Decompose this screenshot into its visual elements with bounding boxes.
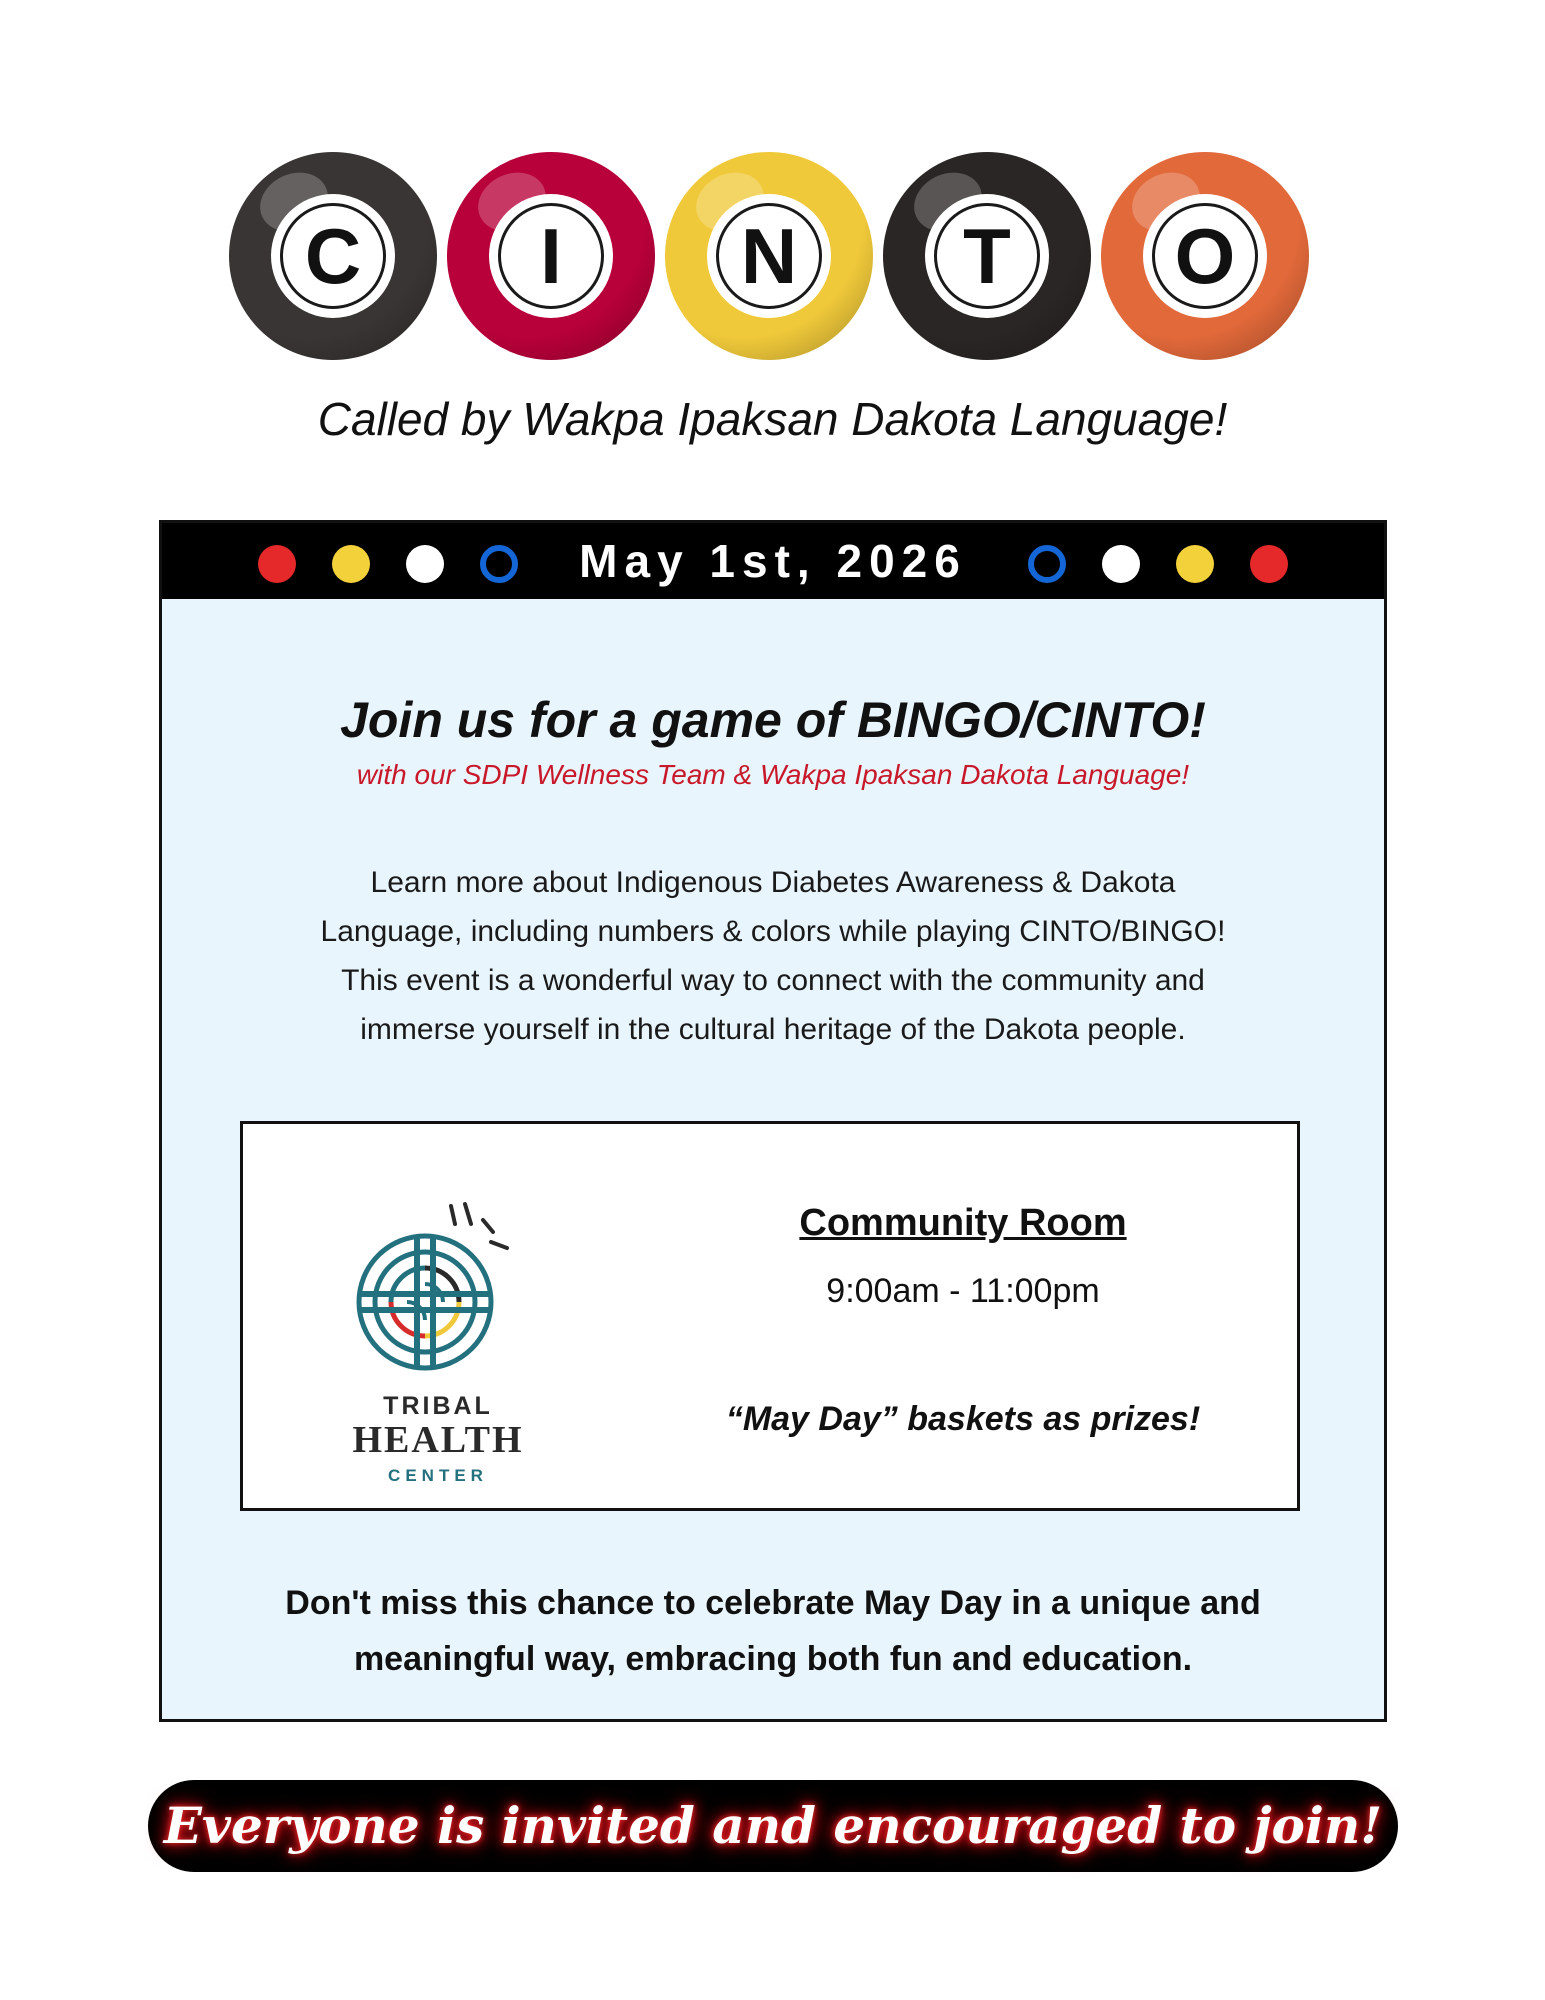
ball-face [1143, 194, 1267, 318]
ball-face [271, 194, 395, 318]
bingo-ball-t [883, 152, 1091, 360]
closing-line: meaningful way, embracing both fun and education. [353, 1640, 1193, 1678]
description-line: Language, including numbers & colors while playing CINTO/BINGO! [320, 915, 1226, 948]
ball-face [707, 194, 831, 318]
ball-letter: I [540, 212, 562, 300]
event-panel [159, 520, 1387, 1722]
logo-text-center: CENTER [388, 1466, 488, 1485]
logo-text-health: HEALTH [352, 1419, 524, 1461]
event-date: May 1st, 2026 [579, 535, 967, 587]
tribal-health-center-logo [313, 1184, 563, 1485]
ball-letter: T [963, 212, 1011, 300]
ball-letter: O [1174, 212, 1236, 300]
event-headline: Join us for a game of BINGO/CINTO! [340, 692, 1206, 748]
event-info-box [240, 1121, 1300, 1511]
event-location: Community Room [799, 1202, 1127, 1244]
event-description [242, 858, 1304, 1054]
bingo-ball-i [447, 152, 655, 360]
ball-face [925, 194, 1049, 318]
white-dot-icon [1102, 545, 1140, 583]
invitation-banner [148, 1780, 1398, 1872]
bingo-ball-n [665, 152, 873, 360]
red-dot-icon [1250, 545, 1288, 583]
event-headline-sub: with our SDPI Wellness Team & Wakpa Ipaksan Dakota Language! [356, 759, 1190, 790]
date-bar [162, 523, 1384, 599]
ball-face [489, 194, 613, 318]
header-subtitle: Called by Wakpa Ipaksan Dakota Language! [317, 393, 1228, 445]
logo-text-tribal: TRIBAL [383, 1392, 493, 1420]
event-time: 9:00am - 11:00pm [826, 1272, 1100, 1310]
closing-line: Don't miss this chance to celebrate May Day in a unique and [285, 1584, 1261, 1622]
ball-letter: C [304, 212, 362, 300]
invitation-banner-text: Everyone is invited and encouraged to join! [163, 1796, 1383, 1855]
event-prize: “May Day” baskets as prizes! [725, 1400, 1201, 1438]
bingo-ball-c [229, 152, 437, 360]
description-line: This event is a wonderful way to connect with the community and [341, 964, 1205, 997]
bingo-ball-o [1101, 152, 1309, 360]
closing-message [202, 1575, 1344, 1687]
description-line: Learn more about Indigenous Diabetes Awareness & Dakota [370, 866, 1176, 899]
tribal-health-medicine-wheel-icon [313, 1184, 563, 1389]
description-line: immerse yourself in the cultural heritage of the Dakota people. [360, 1013, 1186, 1046]
ball-letter: N [740, 212, 798, 300]
yellow-dot-icon [1176, 545, 1214, 583]
blue-ring-icon [1028, 545, 1066, 583]
cinto-balls-header [0, 0, 1545, 400]
